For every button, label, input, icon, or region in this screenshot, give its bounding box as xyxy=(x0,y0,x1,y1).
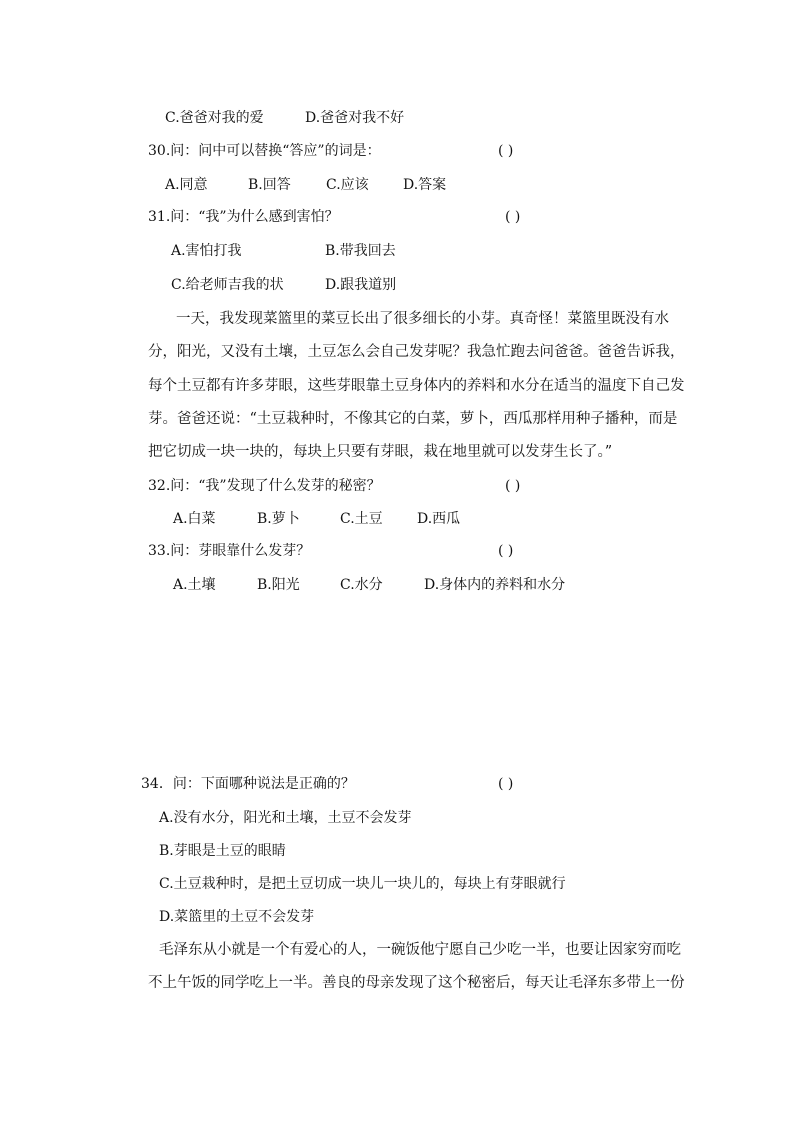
answer-blank-30[interactable]: ( ) xyxy=(498,143,514,159)
passage-line: 不上午饭的同学吃上一半。善良的母亲发现了这个秘密后，每天让毛泽东多带上一份 xyxy=(148,975,685,991)
question-34: 34．问：下面哪种说法是正确的？ xyxy=(141,776,355,792)
passage-line: 芽。爸爸还说：“土豆栽种时，不像其它的白菜，萝卜，西瓜那样用种子播种，而是 xyxy=(148,411,678,427)
q31-option-d[interactable]: D.跟我道别 xyxy=(325,277,397,293)
q34-option-d[interactable]: D.菜篮里的土豆不会发芽 xyxy=(159,909,315,925)
q30-option-b[interactable]: B.回答 xyxy=(248,177,291,193)
q33-option-c[interactable]: C.水分 xyxy=(340,577,383,593)
passage-line: 把它切成一块一块的，每块上只要有芽眼，栽在地里就可以发芽生长了。” xyxy=(148,444,613,460)
q31-option-b[interactable]: B.带我回去 xyxy=(325,243,396,259)
q30-option-c[interactable]: C.应该 xyxy=(326,177,369,193)
passage-line: 毛泽东从小就是一个有爱心的人，一碗饭他宁愿自己少吃一半，也要让因家穷而吃 xyxy=(159,942,681,958)
q29-option-c[interactable]: C.爸爸对我的爱 xyxy=(165,110,264,126)
passage-line: 一天，我发现菜篮里的菜豆长出了很多细长的小芽。真奇怪！菜篮里既没有水 xyxy=(176,311,669,327)
q32-option-a[interactable]: A.白菜 xyxy=(173,511,216,527)
q33-option-d[interactable]: D.身体内的养料和水分 xyxy=(424,577,566,593)
q31-option-c[interactable]: C.给老师吉我的状 xyxy=(171,277,284,293)
q29-option-d[interactable]: D.爸爸对我不好 xyxy=(305,110,405,126)
question-32: 32.问：“我”发现了什么发芽的秘密？ xyxy=(148,478,381,494)
q30-option-a[interactable]: A.同意 xyxy=(165,177,208,193)
q33-option-b[interactable]: B.阳光 xyxy=(257,577,300,593)
q34-option-c[interactable]: C.土豆栽种时，是把土豆切成一块儿一块儿的，每块上有芽眼就行 xyxy=(159,876,566,892)
question-33: 33.问：芽眼靠什么发芽？ xyxy=(148,543,311,559)
answer-blank-33[interactable]: ( ) xyxy=(498,543,514,559)
answer-blank-32[interactable]: ( ) xyxy=(505,478,521,494)
q33-option-a[interactable]: A.土壤 xyxy=(173,577,216,593)
q30-option-d[interactable]: D.答案 xyxy=(403,177,447,193)
answer-blank-34[interactable]: ( ) xyxy=(498,776,514,792)
q34-option-a[interactable]: A.没有水分，阳光和土壤，土豆不会发芽 xyxy=(159,810,412,826)
question-30: 30.问：问中可以替换“答应”的词是： xyxy=(148,143,381,159)
q32-option-c[interactable]: C.土豆 xyxy=(340,511,383,527)
q32-option-d[interactable]: D.西瓜 xyxy=(417,511,461,527)
q31-option-a[interactable]: A.害怕打我 xyxy=(171,243,242,259)
passage-line: 每个土豆都有许多芽眼，这些芽眼靠土豆身体内的养料和水分在适当的温度下自己发 xyxy=(148,378,685,394)
q34-option-b[interactable]: B.芽眼是土豆的眼睛 xyxy=(159,843,286,859)
question-31: 31.问：“我”为什么感到害怕？ xyxy=(148,209,339,225)
passage-line: 分，阳光，又没有土壤，土豆怎么会自己发芽呢？我急忙跑去问爸爸。爸爸告诉我， xyxy=(148,344,685,360)
q32-option-b[interactable]: B.萝卜 xyxy=(257,511,300,527)
answer-blank-31[interactable]: ( ) xyxy=(505,209,521,225)
